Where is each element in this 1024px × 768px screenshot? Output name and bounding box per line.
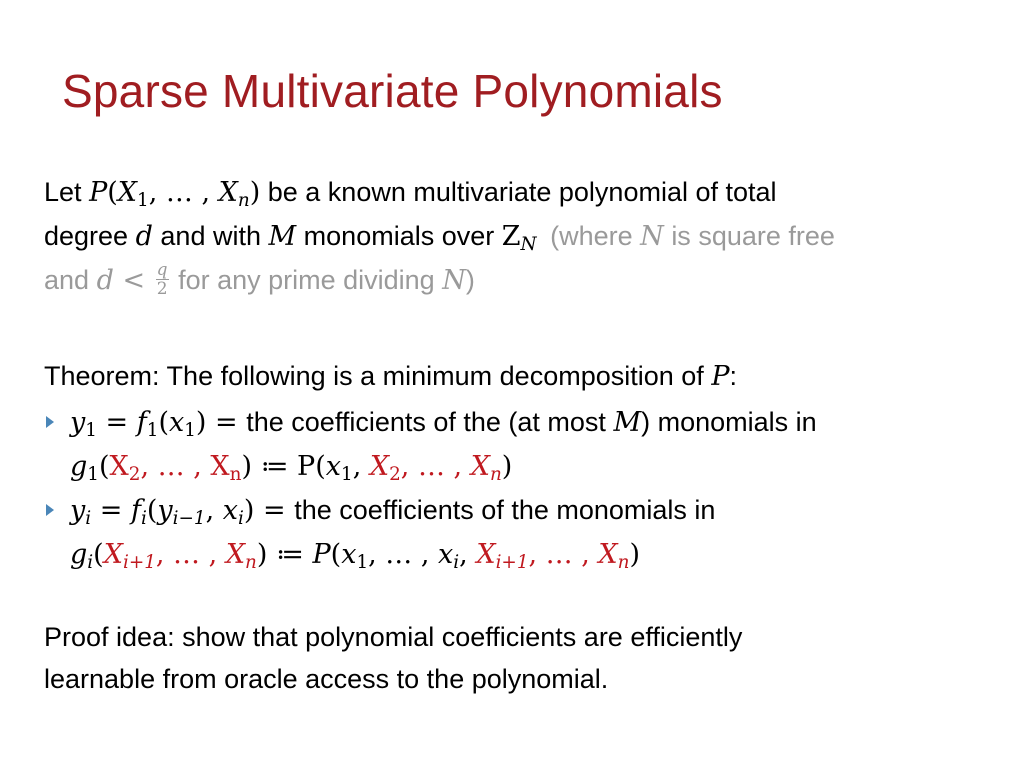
intro-text: and with <box>160 221 261 251</box>
math-x: x <box>341 539 357 570</box>
math-subscript: 1 <box>137 190 149 212</box>
math-g: g <box>70 539 88 570</box>
math-subscript: 1 <box>146 420 159 442</box>
math-subscript-red: n <box>617 552 630 574</box>
math-P: P <box>89 177 108 208</box>
math-equals: = <box>254 495 295 526</box>
math-paren: ( <box>146 495 158 526</box>
math-subscript-red: i+1 <box>122 552 156 574</box>
theorem-colon: : <box>729 361 737 391</box>
math-subscript: 1 <box>341 464 353 486</box>
intro-text: degree <box>44 221 129 251</box>
math-subscript: i <box>85 508 92 530</box>
math-subscript: 1 <box>87 464 99 486</box>
proof-line-2: learnable from oracle access to the polynomial. <box>44 664 609 694</box>
note-text: is square free <box>671 221 835 251</box>
math-ellipsis: , … , <box>148 177 219 208</box>
math-assign: ≔ <box>251 451 298 482</box>
math-comma: , <box>459 539 477 570</box>
proof-line-1: Proof idea: show that polynomial coefficients are efficiently <box>44 622 743 652</box>
math-N: N <box>640 221 664 252</box>
math-X-red: X <box>476 539 496 570</box>
math-X: X <box>117 177 138 208</box>
math-less-than: < <box>113 265 154 296</box>
math-subscript-red: n <box>245 552 257 574</box>
theorem-line <box>44 353 737 400</box>
math-subscript-red: 2 <box>128 464 141 486</box>
math-subscript: i <box>453 552 460 574</box>
intro-line-2 <box>44 213 835 260</box>
math-subscript-red: 2 <box>389 464 401 486</box>
math-equals: = <box>96 407 137 438</box>
math-x: x <box>325 451 341 482</box>
intro-text: monomials over <box>303 221 495 251</box>
math-equals: = <box>91 495 131 526</box>
intro-line-1 <box>44 169 777 216</box>
math-g: g <box>70 451 88 482</box>
math-paren: ) <box>241 451 252 482</box>
math-paren: ( <box>107 177 118 208</box>
math-subscript-red: i+1 <box>495 552 529 574</box>
math-paren: ) <box>256 539 268 570</box>
math-x: x <box>168 407 185 438</box>
math-paren: ) <box>195 407 207 438</box>
math-X-red: X <box>470 451 490 482</box>
bullet-2-line-1 <box>70 487 715 534</box>
math-Z: Z <box>501 221 521 252</box>
bullet-2-line-2 <box>70 531 640 578</box>
theorem-text: Theorem: The following is a minimum decomposition of <box>44 361 704 391</box>
math-ellipsis-red: , … , <box>400 451 471 482</box>
intro-text: be a known multivariate polynomial of total <box>267 177 777 207</box>
math-subscript: n <box>237 190 250 212</box>
math-x: x <box>222 495 238 526</box>
math-subscript: 1 <box>85 420 97 442</box>
math-X-red: X <box>369 451 390 482</box>
note-text: for any prime dividing <box>178 265 435 295</box>
math-y: y <box>157 495 173 526</box>
math-subscript: i−1 <box>172 508 206 530</box>
math-d: d <box>135 221 153 252</box>
math-X-red: X <box>103 539 123 570</box>
math-M: M <box>613 407 642 438</box>
fraction-denominator: 2 <box>156 279 168 300</box>
math-paren: ( <box>98 451 110 482</box>
math-d: d <box>96 265 114 296</box>
math-P: P <box>297 451 316 482</box>
math-fraction <box>156 261 169 298</box>
math-X-red: X <box>210 451 230 482</box>
math-f: f <box>136 407 147 438</box>
bullet-text: ) monomials in <box>641 407 817 437</box>
math-P: P <box>711 361 730 392</box>
math-paren: ( <box>315 451 326 482</box>
math-paren: ( <box>330 539 342 570</box>
math-x: x <box>438 539 454 570</box>
intro-text: Let <box>44 177 82 207</box>
note-text: and <box>44 265 90 295</box>
math-subscript-red: n <box>229 464 242 486</box>
math-y: y <box>70 495 86 526</box>
math-paren: ) <box>629 539 641 570</box>
math-paren: ) <box>501 451 513 482</box>
math-paren: ) <box>243 495 255 526</box>
note-text: (where <box>550 221 633 251</box>
math-assign: ≔ <box>267 539 313 570</box>
math-subscript: i <box>237 508 244 530</box>
math-M: M <box>268 221 297 252</box>
math-comma: , <box>352 451 370 482</box>
math-ellipsis-red: , … , <box>155 539 226 570</box>
bullet-text: the coefficients of the monomials in <box>294 495 716 525</box>
math-N: N <box>442 265 466 296</box>
math-subscript: 1 <box>356 552 369 574</box>
math-paren: ( <box>93 539 104 570</box>
note-text: ) <box>465 265 475 295</box>
bullet-1-line-2 <box>70 443 512 490</box>
math-equals: = <box>206 407 247 438</box>
math-subscript: i <box>140 508 147 530</box>
bullet-arrow-icon <box>46 416 54 428</box>
math-ellipsis-red: , … , <box>140 451 211 482</box>
math-ellipsis: , … , <box>368 539 439 570</box>
math-P: P <box>312 539 331 570</box>
math-comma: , <box>205 495 223 526</box>
intro-line-3 <box>44 257 475 304</box>
math-X-red: X <box>598 539 618 570</box>
math-paren: ) <box>249 177 261 208</box>
math-X: X <box>218 177 238 208</box>
math-X-red: X <box>225 539 246 570</box>
slide-title: Sparse Multivariate Polynomials <box>62 65 723 117</box>
bullet-text: the coefficients of the (at most <box>246 407 606 437</box>
math-f: f <box>130 495 141 526</box>
fraction-numerator: q <box>156 260 168 281</box>
math-subscript: N <box>520 234 537 256</box>
bullet-arrow-icon <box>46 504 54 516</box>
math-subscript-red: n <box>489 464 502 486</box>
math-ellipsis-red: , … , <box>528 539 599 570</box>
math-subscript: i <box>87 552 94 574</box>
math-X-red: X <box>109 451 129 482</box>
math-paren: ( <box>158 407 169 438</box>
math-subscript: 1 <box>184 420 196 442</box>
bullet-1-line-1 <box>70 399 817 446</box>
math-y: y <box>70 407 86 438</box>
